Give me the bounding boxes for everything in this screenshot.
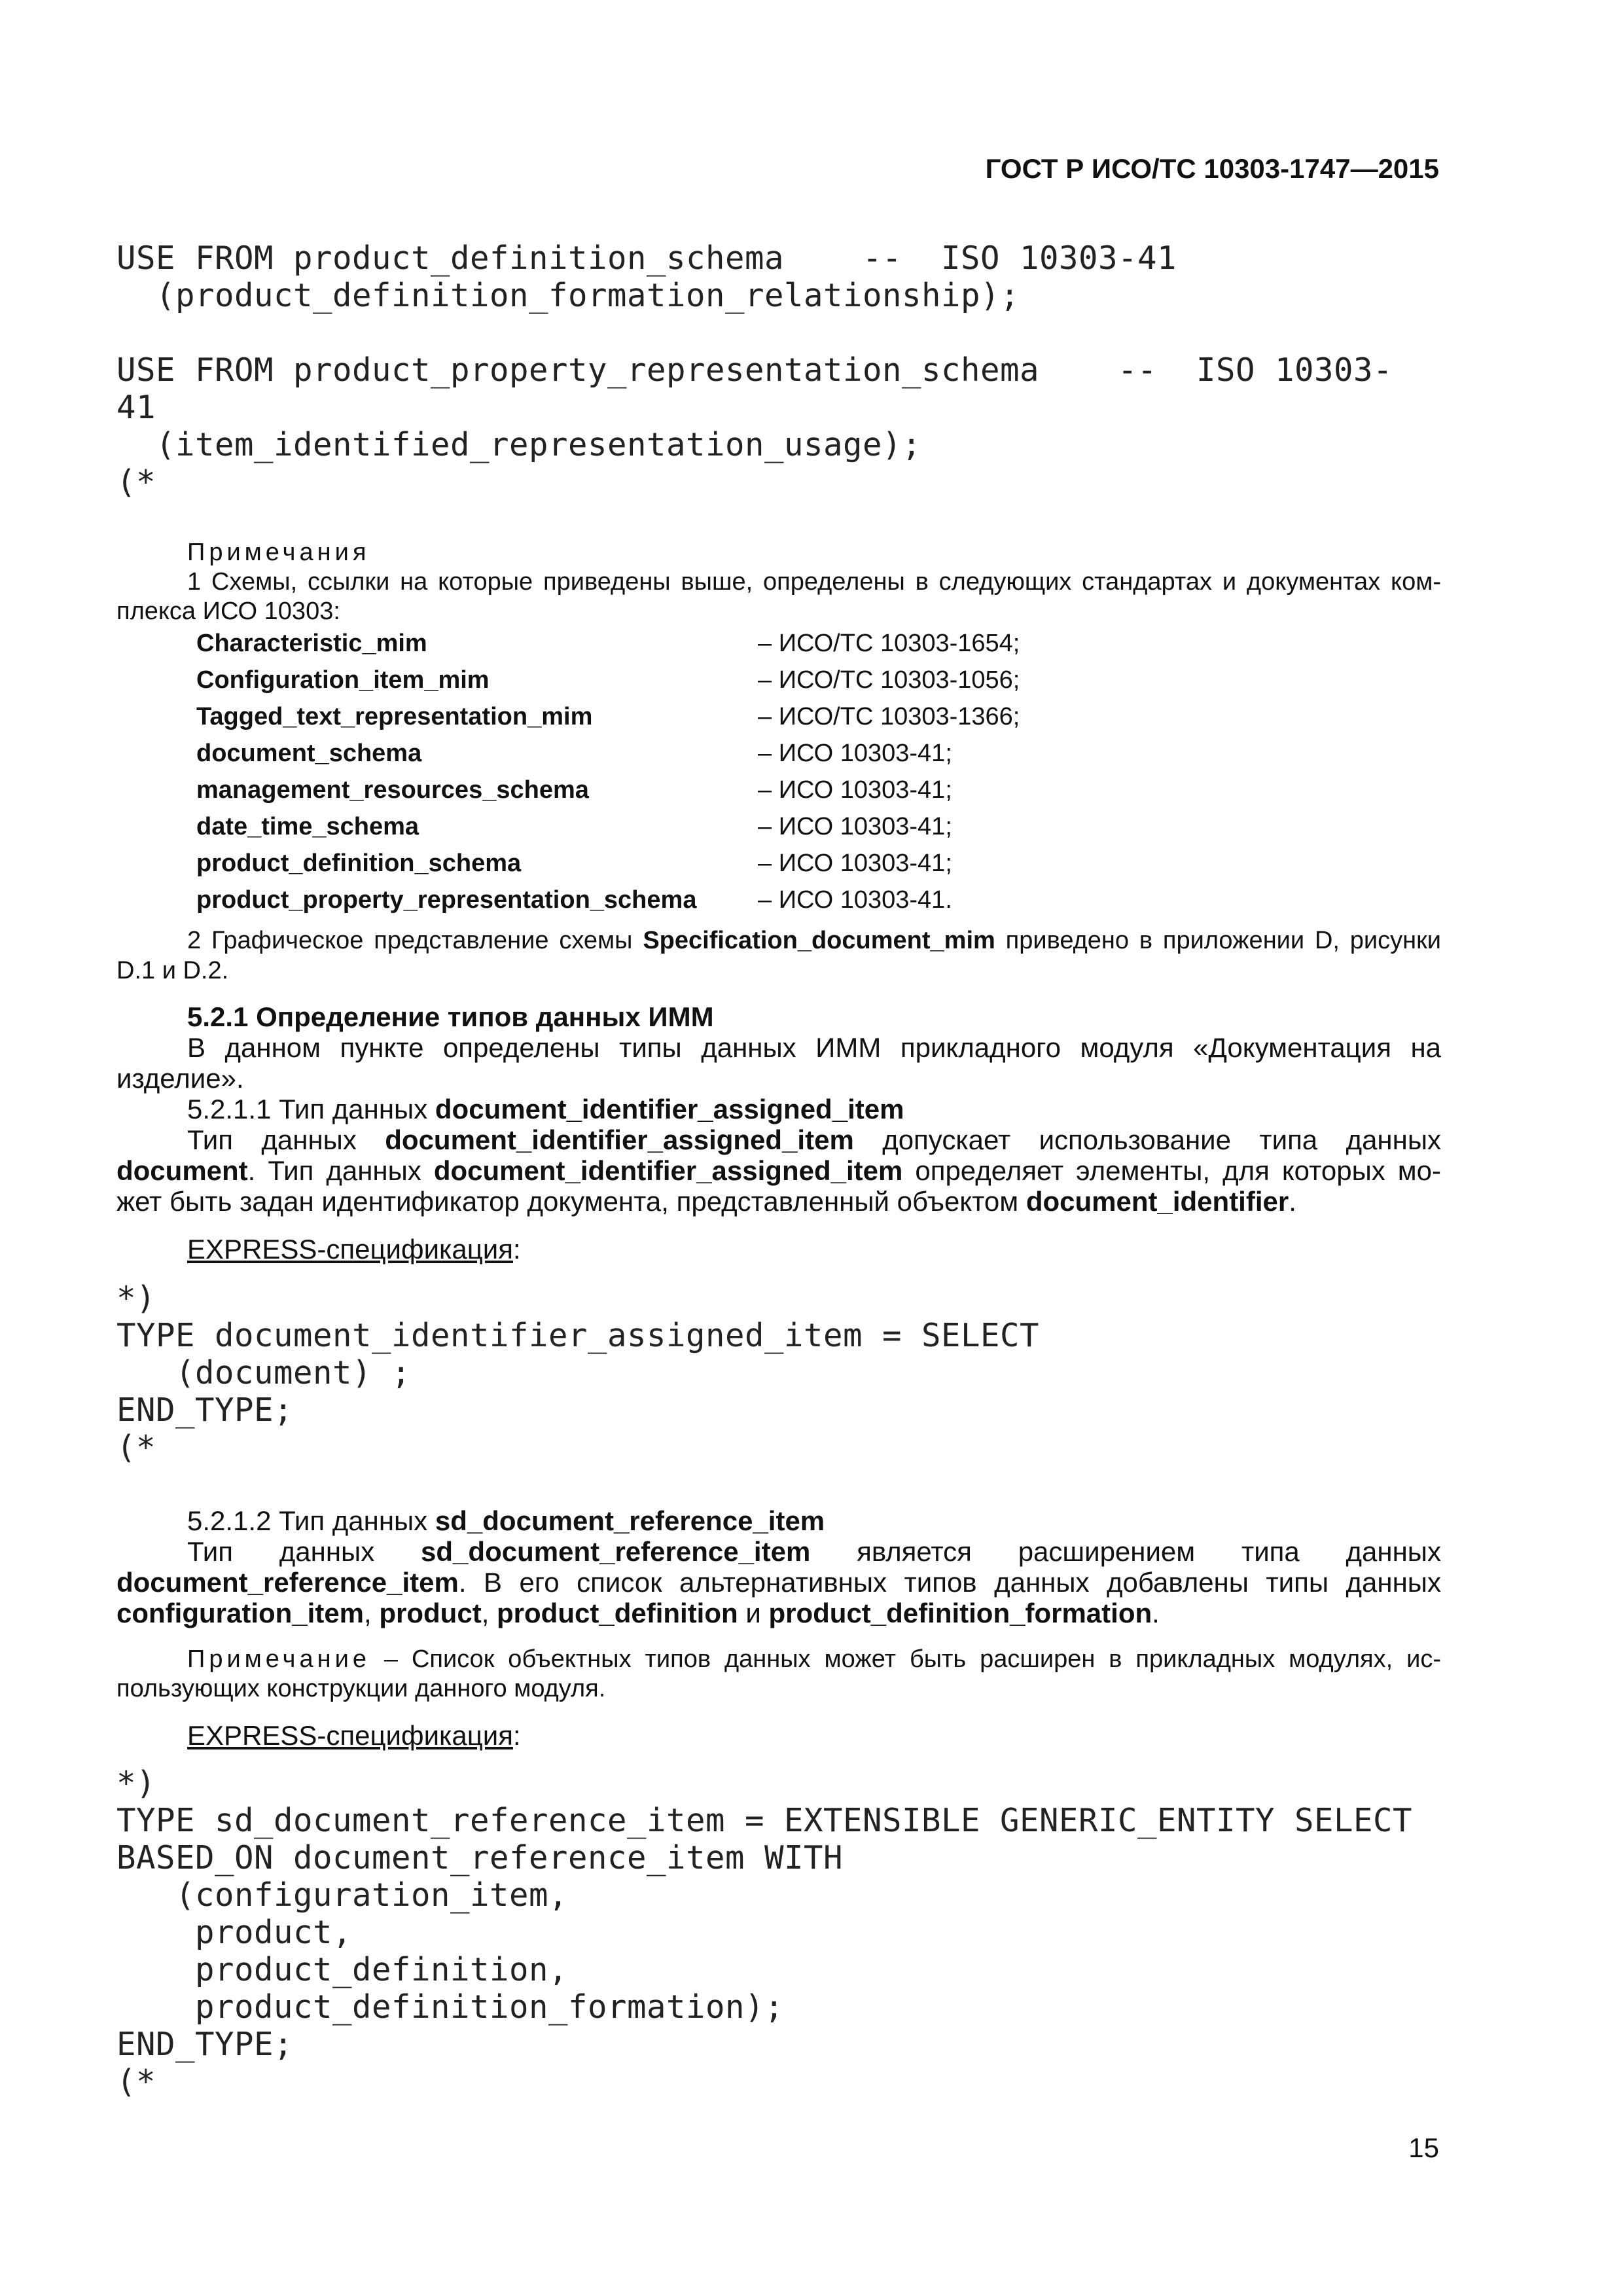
paragraph-line [116,1567,1441,1598]
express-spec-link: EXPRESS-спецификация [187,1234,513,1265]
type-name: document_identifier_assigned_item [385,1124,854,1155]
schema-standard: – ИСО/ТС 10303-1366; [758,703,1020,730]
code-line: BASED_ON document_reference_item WITH [116,1839,844,1876]
paragraph-text: . Тип данных [247,1155,434,1186]
paragraph-text: жет быть задан идентификатор документа, представленный объектом [116,1186,1026,1217]
page-number: 15 [1408,2132,1439,2163]
note-2-schema-name: Specification_document_mim [643,927,995,954]
code-line: TYPE document_identifier_assigned_item = SELECT [116,1317,1040,1354]
schema-standard: – ИСО 10303-41; [758,776,952,804]
document-header: ГОСТ Р ИСО/ТС 10303-1747—2015 [985,153,1439,184]
paragraph-text: . В его список альтернативных типов данных добавлены типы данных [458,1567,1441,1598]
code-line: USE FROM product_definition_schema -- ISO 10303-41 [116,240,1177,277]
type-name: product [379,1598,482,1628]
schema-row [0,886,1623,923]
schema-row [0,740,1623,776]
schema-row [0,630,1623,666]
code-line: USE FROM product_property_representation_schema -- ISO 10303- [116,351,1393,389]
paragraph-text: Тип данных [187,1536,421,1567]
note-2-text: 2 Графическое представление схемы [187,927,643,954]
code-line: (* [116,1429,156,1466]
paragraph-text: допускает использование типа данных [853,1124,1442,1155]
note-line: пользующих конструкции данного модуля. [116,1675,606,1702]
section-title: 5.2.1 Определение типов данных ИММ [187,1001,714,1032]
schema-name: Configuration_item_mim [196,666,490,694]
express-spec-link: EXPRESS-спецификация [187,1720,513,1751]
subsection-title [187,1505,825,1537]
schema-name: product_property_representation_schema [196,886,697,914]
paragraph-text: , [481,1598,497,1628]
paragraph-text: является расширением типа данных [810,1536,1441,1567]
express-spec-label [187,1234,521,1265]
paragraph-line [116,1032,1441,1064]
code-line: END_TYPE; [116,1391,294,1429]
type-name: document [116,1155,248,1186]
note-2-line-2: D.1 и D.2. [116,957,229,984]
colon: : [512,1720,521,1751]
paragraph-line [116,1186,1296,1217]
note-text: Список объектных типов данных может быть расширен в прикладных модулях, ис- [411,1645,1441,1673]
paragraph-line [116,1598,1160,1629]
code-line: product, [116,1914,353,1951]
paragraph-text: . [1289,1186,1296,1217]
schema-standard: – ИСО 10303-41; [758,813,952,840]
schema-standard: – ИСО/ТС 10303-1056; [758,666,1020,694]
subsection-type-name: sd_document_reference_item [435,1505,825,1536]
schema-row [0,850,1623,886]
schema-row [0,666,1623,703]
note-2-text: приведено в приложении D, рисунки [995,927,1441,954]
code-line: product_definition, [116,1951,569,1988]
code-line: (configuration_item, [116,1876,569,1914]
notes-heading: Примечания [187,539,370,566]
note-1-line-2: плекса ИСО 10303: [116,598,340,625]
paragraph-line: изделие». [116,1063,244,1094]
schema-row [0,813,1623,850]
note-label: Примечание [187,1645,370,1673]
note-1-text: 1 Схемы, ссылки на которые приведены выше, определены в следующих стандартах и документах ком- [187,568,1441,596]
note-1-line-1 [116,568,1441,596]
note-2-line-1 [116,927,1441,955]
schema-name: Characteristic_mim [196,630,427,657]
code-line: TYPE sd_document_reference_item = EXTENSIBLE GENERIC_ENTITY SELECT [116,1802,1413,1839]
subsection-type-name: document_identifier_assigned_item [435,1094,904,1124]
paragraph-line [116,1536,1441,1568]
code-line: (* [116,2063,156,2100]
type-name: product_definition_formation [768,1598,1152,1628]
schema-row [0,776,1623,813]
schema-name: Tagged_text_representation_mim [196,703,593,730]
code-line: product_definition_formation); [116,1988,785,2026]
schema-row [0,703,1623,740]
paragraph-text: Тип данных [187,1124,385,1155]
subsection-number: 5.2.1.1 Тип данных [187,1094,435,1124]
schema-name: document_schema [196,740,422,767]
code-line: (document) ; [116,1354,412,1391]
note-line [116,1645,1441,1674]
paragraph-text: и [738,1598,769,1628]
schema-name: product_definition_schema [196,850,522,877]
code-line: (item_identified_representation_usage); [116,426,922,463]
colon: : [512,1234,521,1265]
code-line: (product_definition_formation_relationship); [116,277,1020,314]
paragraph-line [116,1155,1441,1187]
type-name: product_definition [497,1598,738,1628]
schema-standard: – ИСО/ТС 10303-1654; [758,630,1020,657]
code-line: (* [116,463,156,501]
schema-standard: – ИСО 10303-41; [758,850,952,877]
paragraph-text: В данном пункте определены типы данных ИММ прикладного модуля «Документация на [187,1032,1441,1063]
paragraph-text: , [364,1598,380,1628]
paragraph-text: определяет элементы, для которых мо- [902,1155,1441,1186]
code-line: *) [116,1280,156,1317]
code-line: 41 [116,389,156,426]
subsection-number: 5.2.1.2 Тип данных [187,1505,435,1536]
type-name: document_identifier_assigned_item [433,1155,903,1186]
code-line: END_TYPE; [116,2026,294,2063]
schema-name: management_resources_schema [196,776,589,804]
schema-standard: – ИСО 10303-41. [758,886,952,914]
express-spec-label [187,1720,521,1751]
schema-standard: – ИСО 10303-41; [758,740,952,767]
note-dash: – [370,1645,412,1673]
type-name: document_identifier [1026,1186,1289,1217]
schema-name: date_time_schema [196,813,419,840]
type-name: document_reference_item [116,1567,459,1598]
paragraph-line [116,1124,1441,1156]
type-name: sd_document_reference_item [421,1536,811,1567]
subsection-title [187,1094,904,1125]
type-name: configuration_item [116,1598,365,1628]
code-line: *) [116,1765,156,1802]
paragraph-text: . [1152,1598,1160,1628]
